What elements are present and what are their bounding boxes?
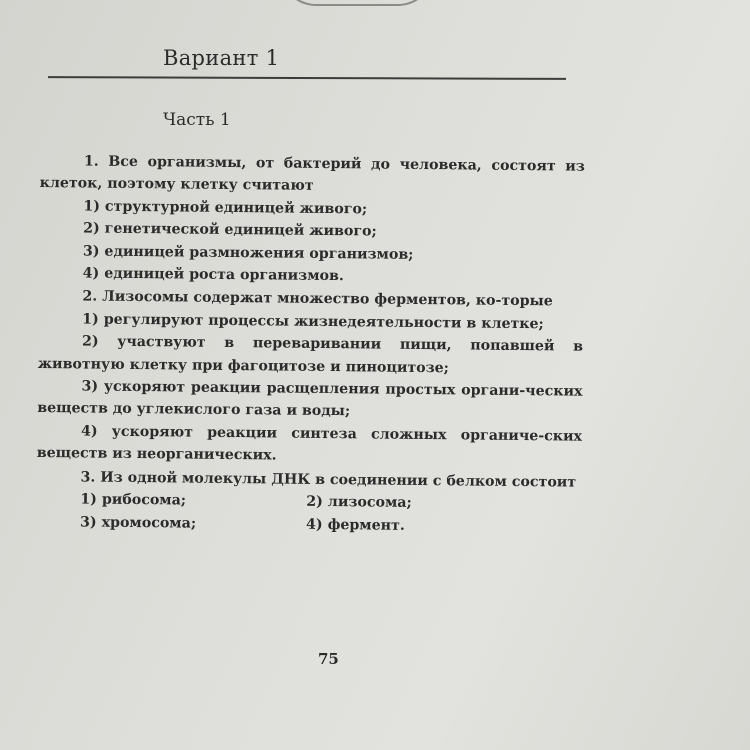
answer-option: 2) генетической единицей живого;	[83, 220, 377, 240]
answer-option: 4) единицей роста организмов.	[82, 265, 344, 285]
question-2	[37, 285, 584, 470]
answer-option: 3) единицей размножения организмов;	[82, 243, 414, 263]
answer-option: 2) участвуют в переваривании пищи, попавшей в животную клетку при фагоцитозе и пиноцитозе;	[37, 333, 584, 376]
answer-option: 3) хромосома;	[80, 513, 197, 532]
answer-options-grid	[36, 510, 581, 538]
question-stem: 3. Из одной молекулы ДНК в соединении с белком состоит	[80, 469, 577, 491]
answer-option: 1) структурной единицей живого;	[83, 198, 368, 218]
answer-option: 1) регулируют процессы жизнедеятельности в клетке;	[82, 311, 544, 333]
question-1	[39, 150, 585, 290]
answer-option: 4) ускоряют реакции синтеза сложных органиче-ских веществ из неорганических.	[36, 423, 583, 464]
question-stem: 1. Все организмы, от бактерий до человека, состоят из клеток, поэтому клетку считают	[39, 153, 585, 195]
title-underline	[48, 76, 566, 80]
answer-option: 2) лизосома;	[306, 493, 412, 512]
answer-option: 3) ускоряют реакции расщепления простых органи-ческих веществ до углекислого газа и воды;	[37, 378, 583, 420]
question-stem: 2. Лизосомы содержат множество ферментов, ко-торые	[82, 288, 553, 310]
page-edge-arc	[280, 0, 434, 6]
answer-option: 1) рибосома;	[80, 491, 187, 509]
answer-option: 4) фермент.	[306, 516, 405, 534]
page-title: Вариант 1	[163, 46, 280, 70]
question-3	[36, 466, 582, 539]
page-number: 75	[318, 650, 339, 668]
section-subtitle: Часть 1	[163, 110, 231, 130]
questions-block	[36, 150, 585, 540]
